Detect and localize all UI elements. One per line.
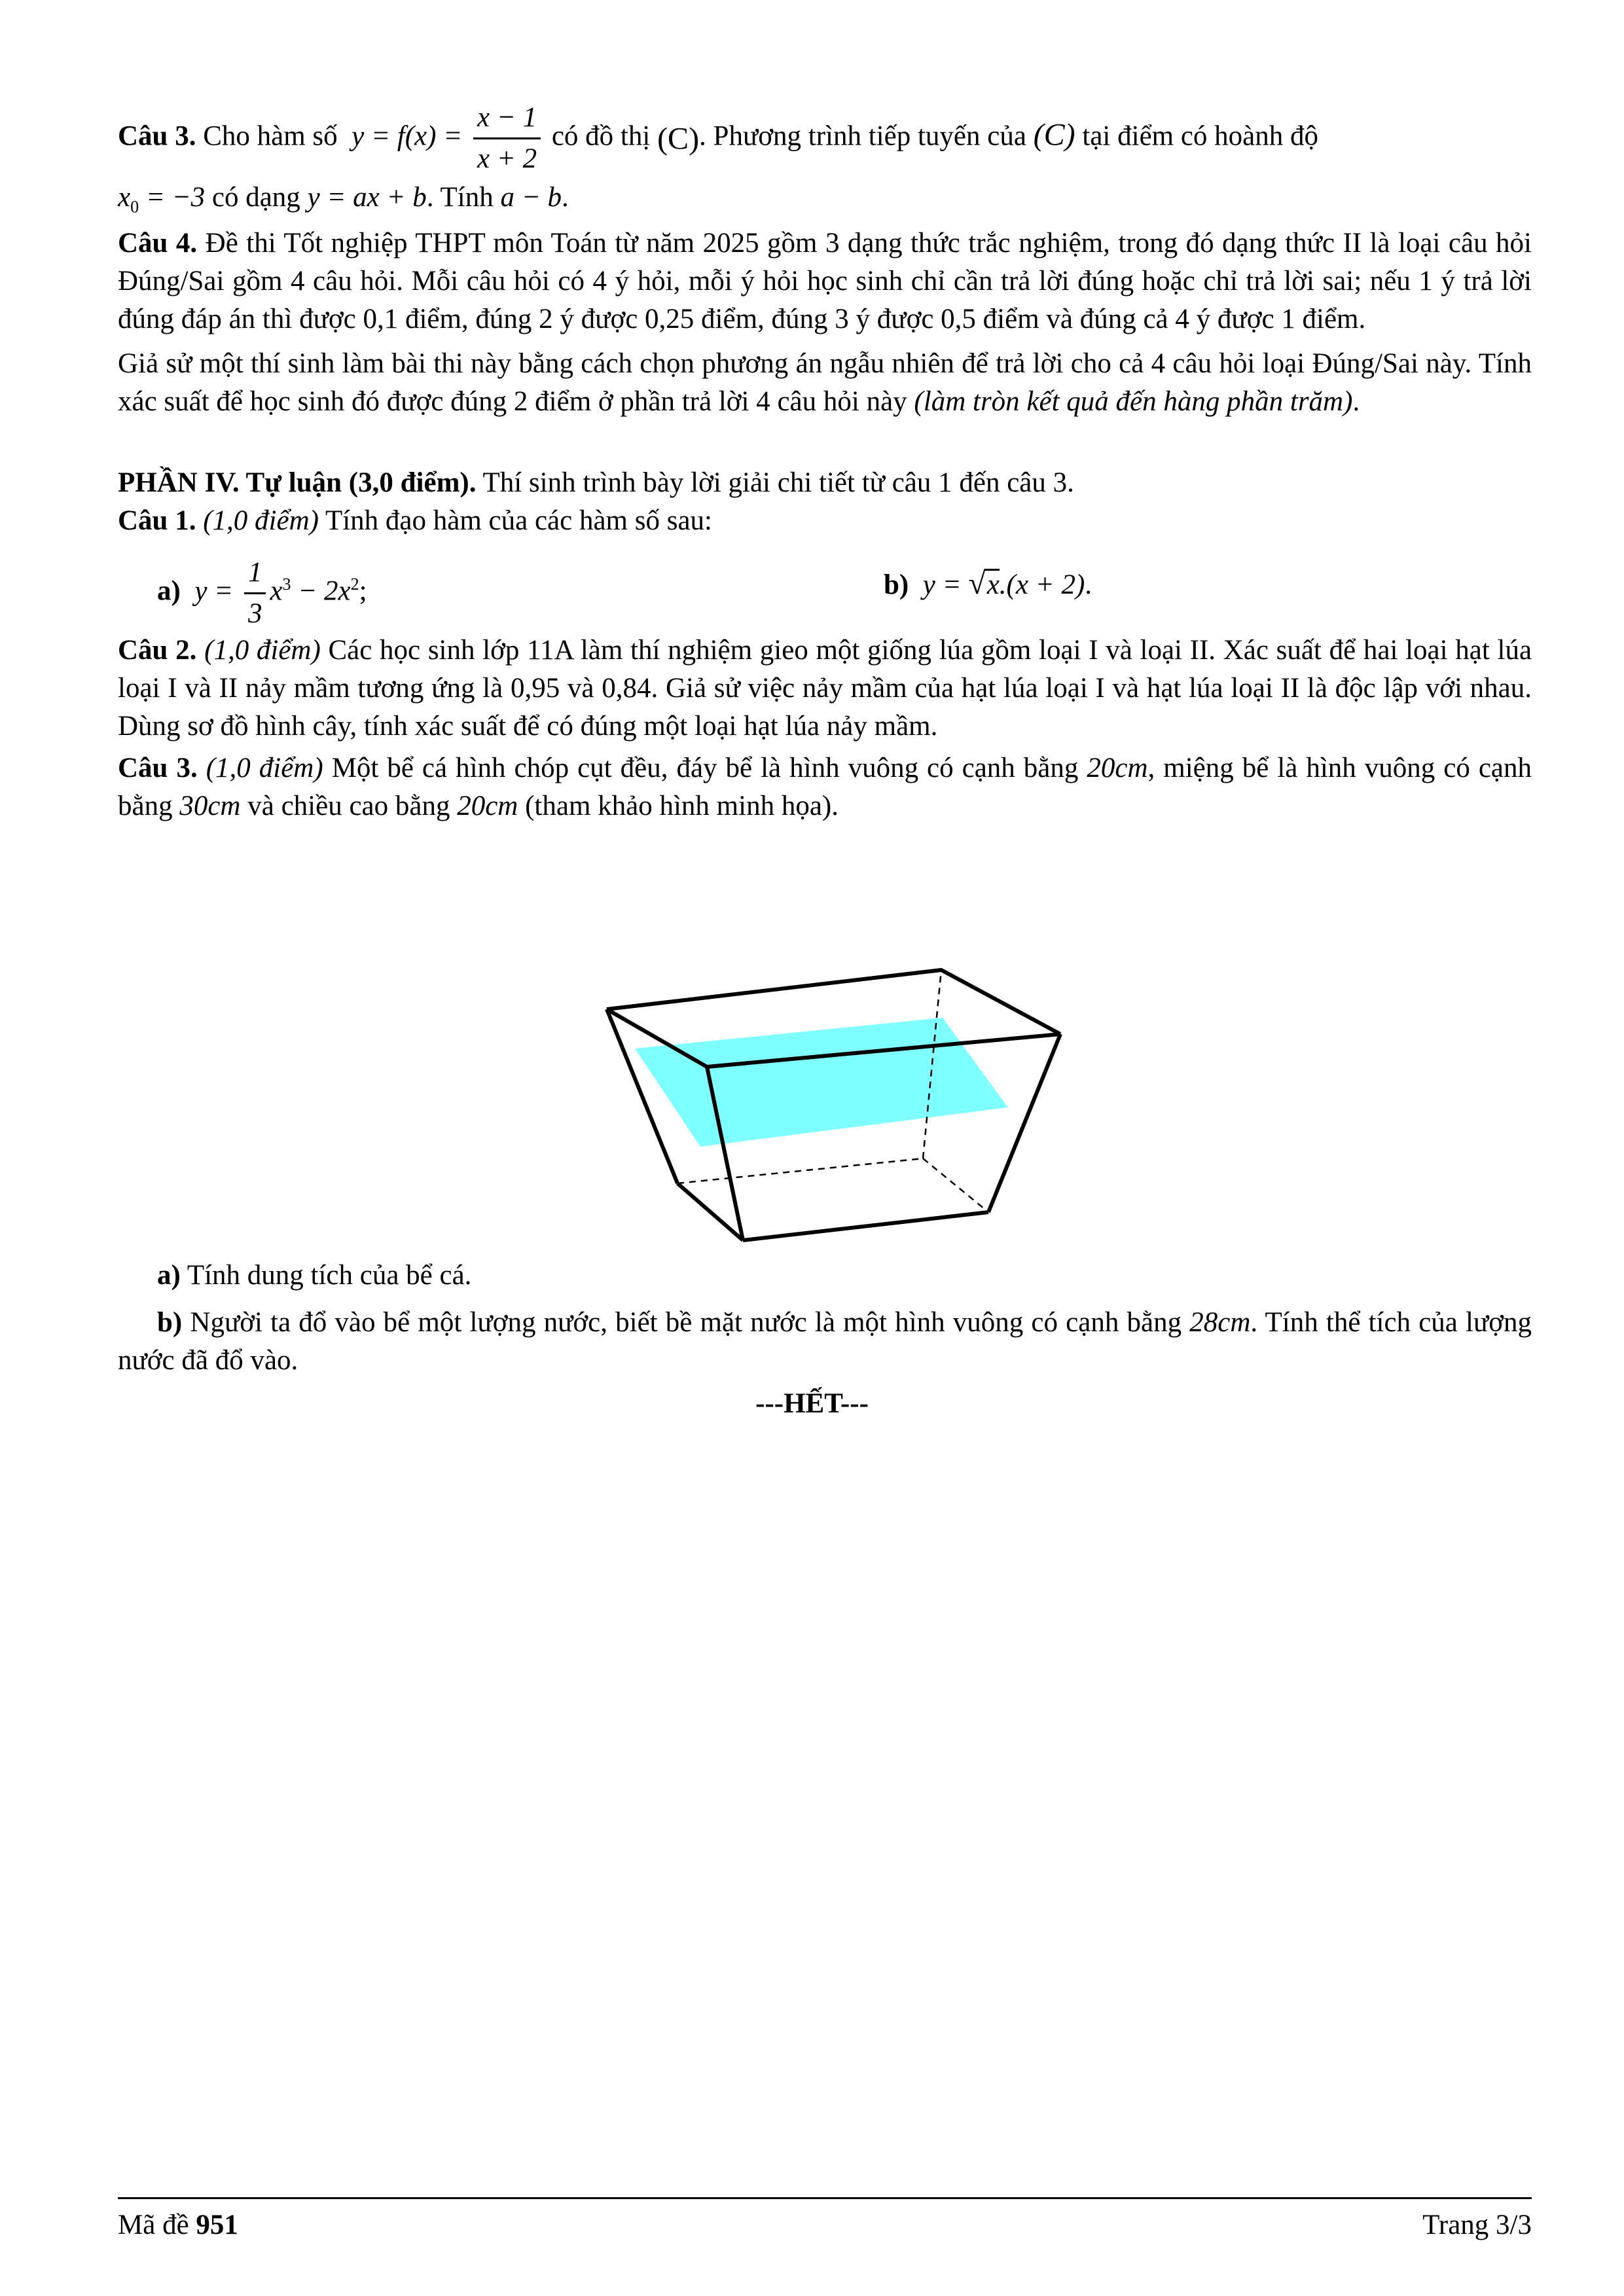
question-4: Câu 4. Đề thi Tốt nghiệp THPT môn Toán từ năm 2025 gồm 3 dạng thức trắc nghiệm, trong đó dạng thức II là loại câu hỏi Đúng/Sai gồm 4 câu hỏi. Mỗi câu hỏi có 4 ý hỏi, mỗi ý hỏi học sinh chỉ cần trả lời đúng hoặc chỉ trả lời sai; nếu 1 ý trả lời đúng đáp án thì được 0,1 điểm, đúng 2 ý được 0,25 điểm, đúng 3 ý được 0,5 điểm và đúng cả 4 ý được 1 điểm. (118, 228, 1532, 334)
part4-question-2: Câu 2. (1,0 điểm) Các học sinh lớp 11A làm thí nghiệm gieo một giống lúa gồm loại I và loại II. Xác suất để hai loại hạt lúa loại I và II nảy mầm tương ứng là 0,95 và 0,84. Giả sử việc nảy mầm của hạt lúa loại I và hạt lúa loại II là độc lập với nhau. Dùng sơ đồ hình cây, tính xác suất để có đúng một loại hạt lúa nảy mầm. (118, 635, 1532, 742)
sqrt-sign: √ (968, 566, 986, 601)
question-3: Câu 3. Cho hàm số y = f(x) = $\frac{x - 1}{x + 2}$ có đồ thị (C). Phương trình tiếp tuyến của (C) tại điểm có hoành độ $x_0 = -3$ có dạng y = ax + b. Tính a − b. (118, 98, 1532, 217)
subpart-b: b) Người ta đổ vào bể một lượng nước, biết bề mặt nước là một hình vuông có cạnh bằng 28cm. Tính thể tích của lượng nước đã đổ vào. (118, 1307, 1532, 1376)
subpart-a: a) Tính dung tích của bể cá. (157, 1260, 472, 1291)
item-a: a) y = $\frac{1}{3}$ $x^3 - 2x^2$; (157, 553, 367, 634)
end-mark: ---HẾT--- (755, 1388, 869, 1419)
hidden-edge-back-left (677, 1158, 923, 1183)
fraction-fx: $\frac{x - 1}{x + 2}$ (473, 98, 541, 179)
hidden-edge-back-right (923, 1158, 988, 1212)
fraction-one-third: $\frac{1}{3}$ (244, 553, 266, 634)
edge-bottom-right (743, 1212, 988, 1240)
rim-back-edges (607, 970, 1060, 1034)
question-4-paragraph-2: Giả sử một thí sinh làm bài thi này bằng cách chọn phương án ngẫu nhiên để trả lời cho cả 4 câu hỏi loại Đúng/Sai này. Tính xác suất để học sinh đó được đúng 2 điểm ở phần trả lời 4 câu hỏi này (làm tròn kết quả đến hàng phần trăm). (118, 348, 1532, 417)
edge-right (988, 1034, 1060, 1212)
page-number: Trang 3/3 (1422, 2210, 1532, 2240)
item-b: b) y = √x.(x + 2). (884, 566, 1092, 601)
aquarium-frustum-figure (586, 942, 1083, 1257)
question-3-subparts (118, 1257, 1532, 1380)
derivative-items (118, 540, 1532, 632)
part-4-heading: PHẦN IV. Tự luận (3,0 điểm). Thí sinh trình bày lời giải chi tiết từ câu 1 đến câu 3. (118, 467, 1074, 498)
exam-code: Mã đề 951 (118, 2210, 238, 2240)
footer-divider (118, 2197, 1532, 2199)
page-content (118, 98, 1532, 825)
water-surface (635, 1018, 1008, 1147)
part4-question-1: Câu 1. (1,0 điểm) Tính đạo hàm của các hàm số sau: (118, 505, 712, 536)
part4-question-3: Câu 3. (1,0 điểm) Một bể cá hình chóp cụt đều, đáy bể là hình vuông có cạnh bằng 20cm, miệng bể là hình vuông có cạnh bằng 30cm và chiều cao bằng 20cm (tham khảo hình minh họa). (118, 753, 1532, 821)
